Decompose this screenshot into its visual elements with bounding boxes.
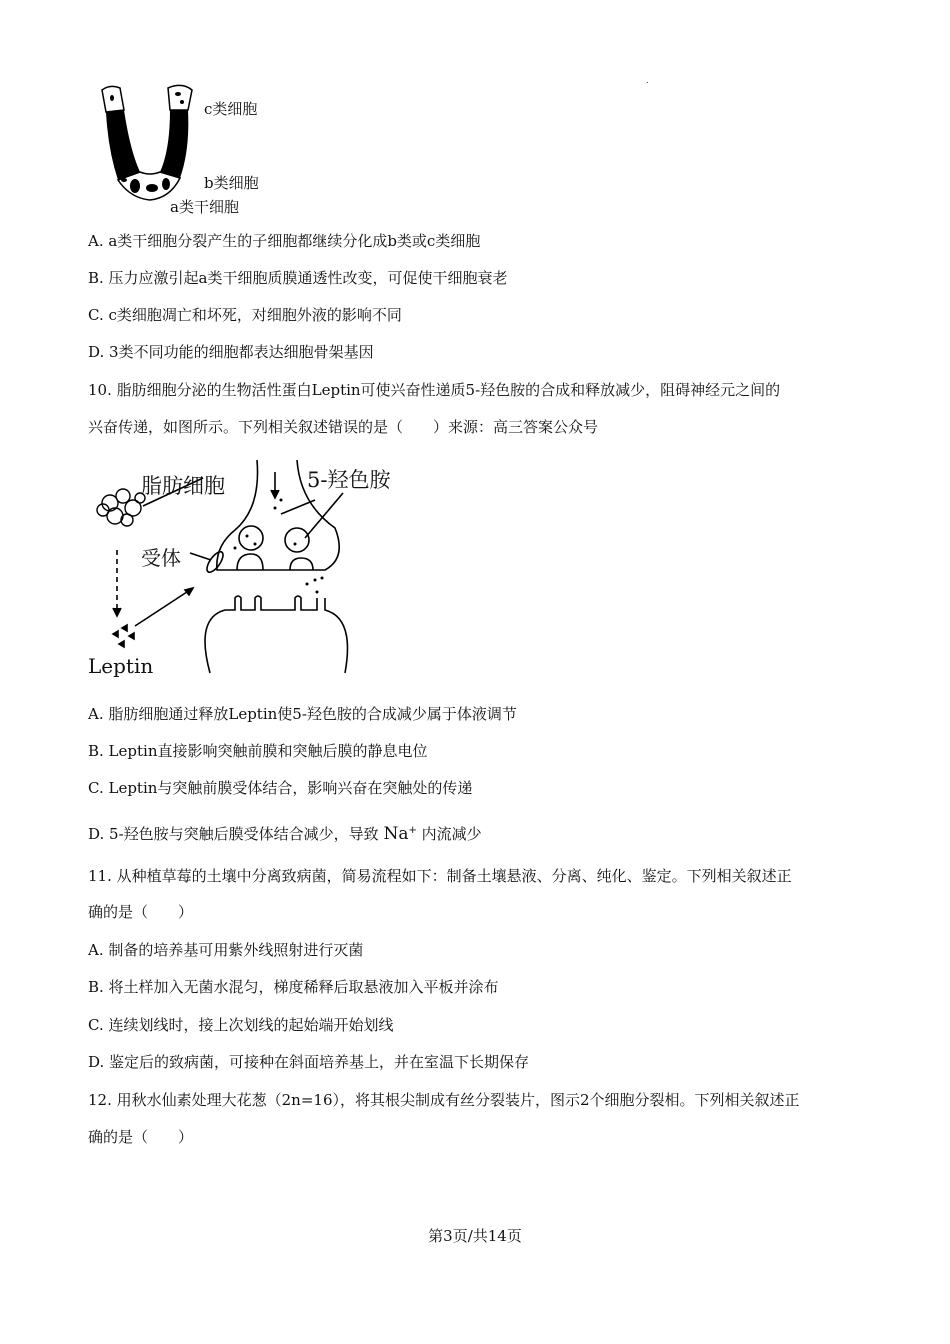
q11-stem-line1: 11. 从种植草莓的土壤中分离致病菌，简易流程如下：制备土壤悬液、分离、纯化、鉴定。下列相关叙述正	[88, 867, 792, 885]
corner-mark: .	[646, 76, 649, 85]
label-leptin: Leptin	[88, 654, 154, 678]
label-serotonin: 5-羟色胺	[307, 468, 391, 492]
q9-option-d: D. 3类不同功能的细胞都表达细胞骨架基因	[88, 343, 374, 361]
q11-stem-line2: 确的是（ ）	[88, 903, 194, 921]
label-b-cells: b类细胞	[204, 174, 259, 192]
q10-option-d-text: D. 5-羟色胺与突触后膜受体结合减少，导致	[88, 825, 379, 843]
q10-option-c: C. Leptin与突触前膜受体结合，影响兴奋在突触处的传递	[88, 779, 473, 797]
sodium-charge: +	[408, 825, 417, 836]
q9-option-c: C. c类细胞凋亡和坏死，对细胞外液的影响不同	[88, 306, 402, 324]
fat-cells	[97, 489, 145, 526]
q9-option-b: B. 压力应激引起a类干细胞质膜通透性改变，可促使干细胞衰老	[88, 269, 508, 287]
q10-option-a: A. 脂肪细胞通过释放Leptin使5-羟色胺的合成减少属于体液调节	[88, 705, 517, 723]
q11-option-d: D. 鉴定后的致病菌，可接种在斜面培养基上，并在室温下长期保存	[88, 1053, 530, 1071]
label-c-cells: c类细胞	[204, 100, 258, 118]
q10-option-b: B. Leptin直接影响突触前膜和突触后膜的静息电位	[88, 742, 428, 760]
crypt-diagram	[90, 80, 210, 215]
sodium-symbol: Na	[383, 824, 409, 844]
label-fat-cell: 脂肪细胞	[141, 474, 225, 498]
q10-stem-line2: 兴奋传递，如图所示。下列相关叙述错误的是（ ）来源：高三答案公众号	[88, 418, 599, 436]
q11-option-b: B. 将土样加入无菌水混匀，梯度稀释后取悬液加入平板并涂布	[88, 978, 499, 996]
q11-option-a: A. 制备的培养基可用紫外线照射进行灭菌	[88, 941, 364, 959]
label-receptor: 受体	[141, 546, 181, 570]
q11-option-c: C. 连续划线时，接上次划线的起始端开始划线	[88, 1016, 394, 1034]
q9-option-a: A. a类干细胞分裂产生的子细胞都继续分化成b类或c类细胞	[88, 232, 481, 250]
q12-stem-line2: 确的是（ ）	[88, 1128, 194, 1146]
figure-synapse-leptin	[85, 458, 405, 683]
q10-option-d-tail: 内流减少	[421, 825, 482, 843]
page-footer: 第3页/共14页	[428, 1227, 522, 1245]
q12-stem-line1: 12. 用秋水仙素处理大花葱（2n=16），将其根尖制成有丝分裂装片，图示2个细胞分裂相。下列相关叙述正	[88, 1091, 800, 1109]
q10-option-d	[88, 821, 482, 844]
figure-intestinal-crypt	[90, 80, 290, 220]
label-a-stem-cells: a类干细胞	[170, 198, 239, 216]
q10-stem-line1: 10. 脂肪细胞分泌的生物活性蛋白Leptin可使兴奋性递质5-羟色胺的合成和释放减少，阻碍神经元之间的	[88, 381, 781, 399]
